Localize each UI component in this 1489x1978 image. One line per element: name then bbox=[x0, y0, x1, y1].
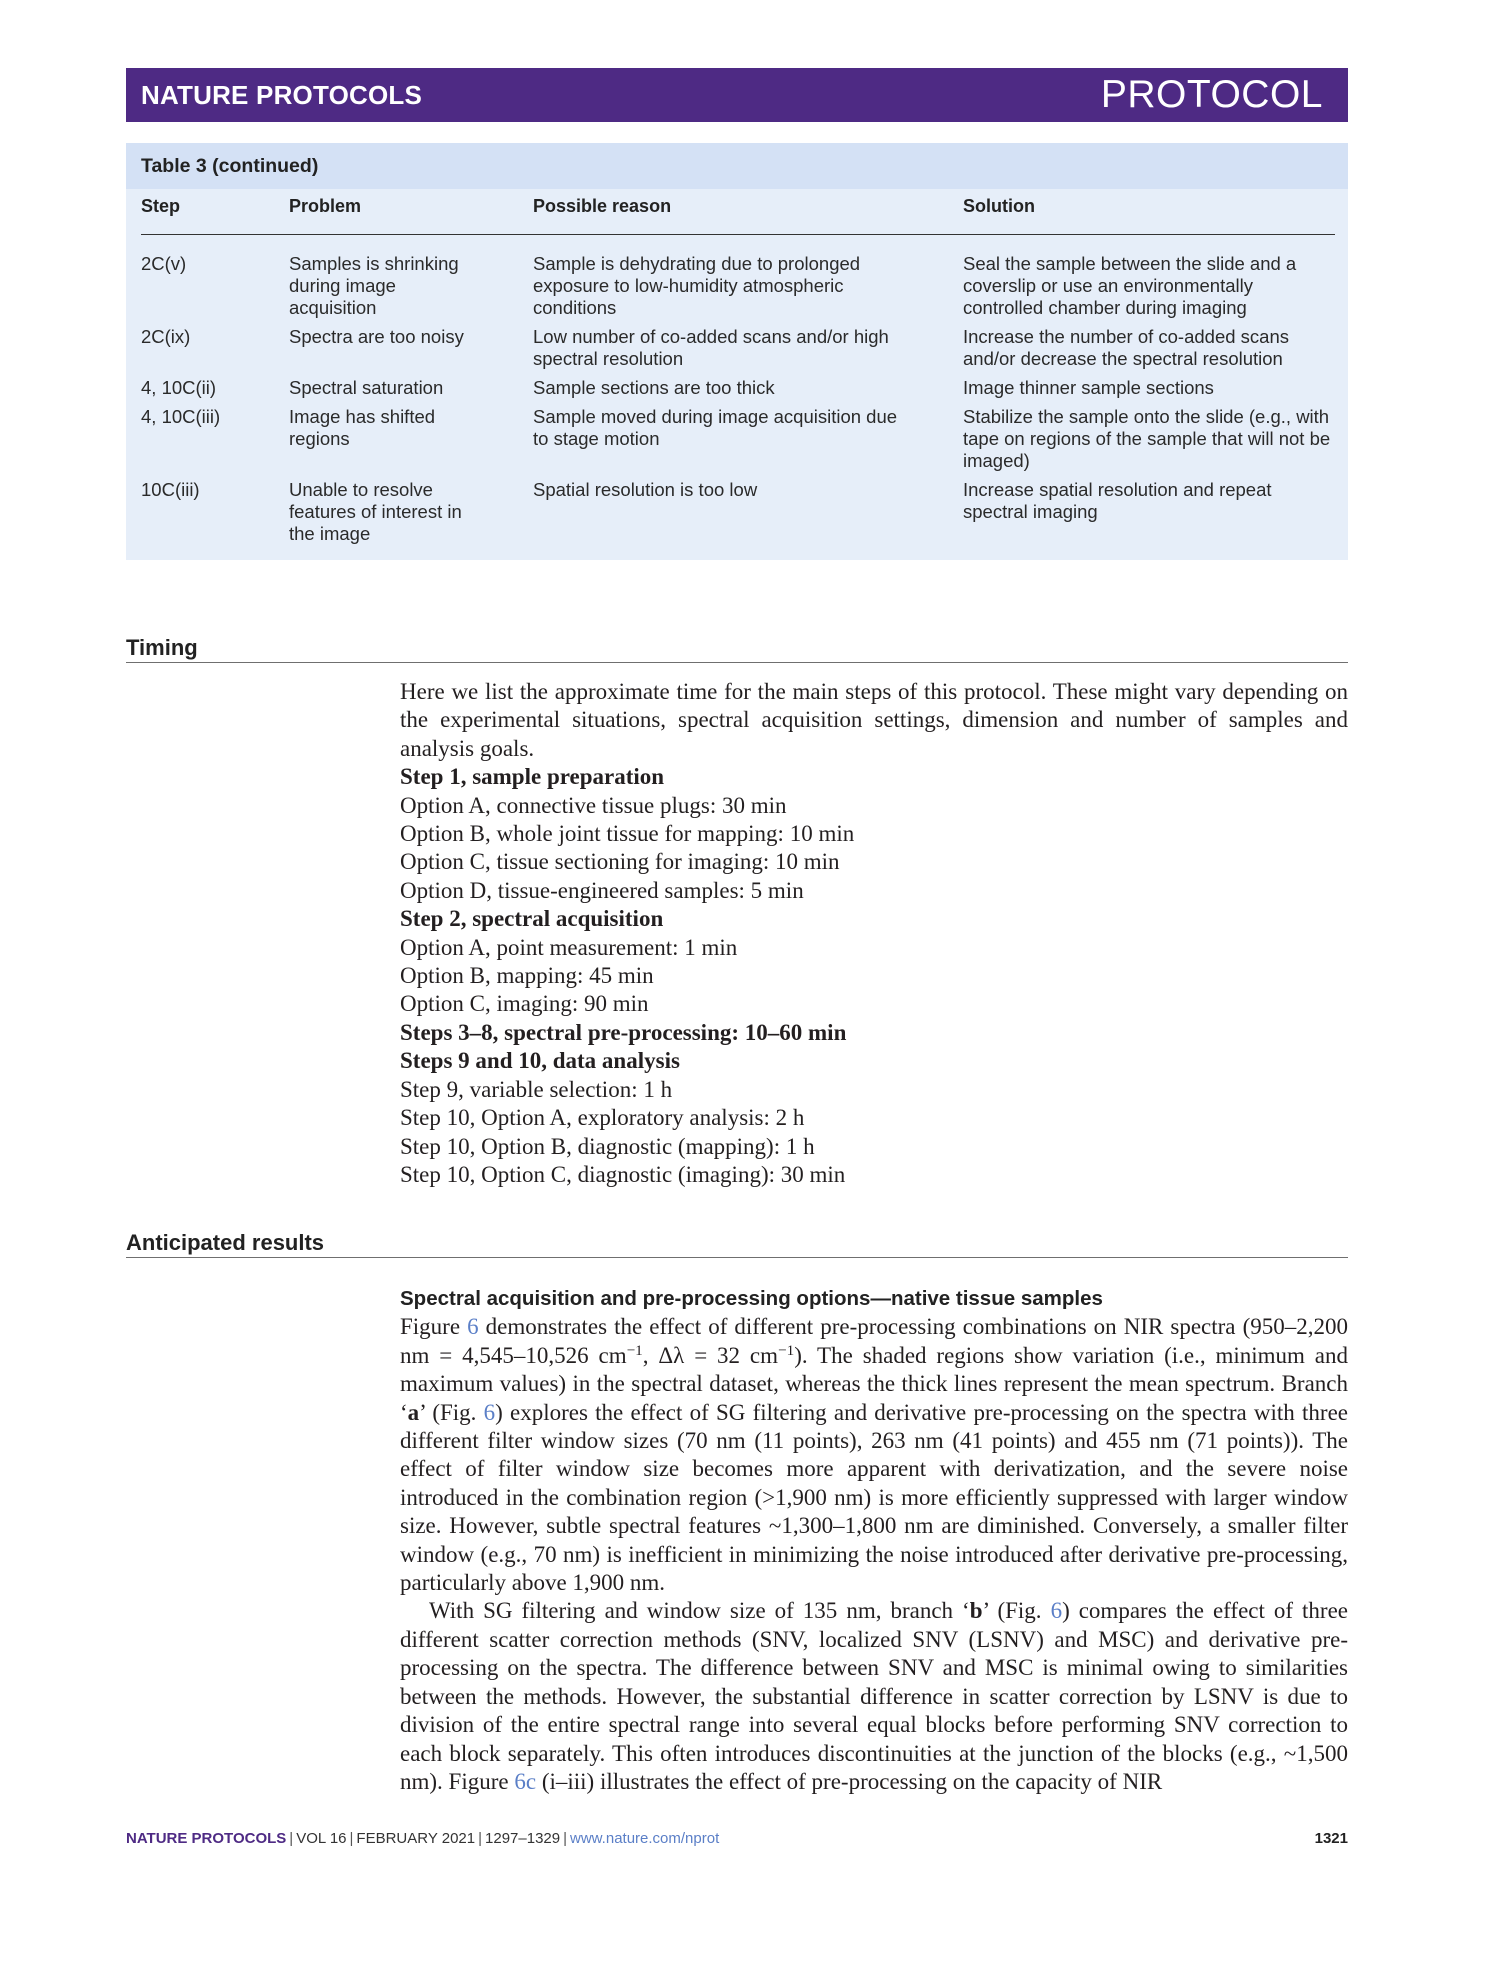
timing-option: Option A, point measurement: 1 min bbox=[400, 934, 738, 960]
text-run: , Δλ = 32 cm bbox=[642, 1342, 779, 1368]
text-run: ’ (Fig. bbox=[982, 1598, 1051, 1624]
page-number: 1321 bbox=[1314, 1830, 1348, 1847]
table-body bbox=[126, 235, 1348, 552]
cell-solution: Increase spatial resolution and repeat spectral imaging bbox=[963, 479, 1272, 522]
timing-option: Option C, imaging: 90 min bbox=[400, 991, 649, 1017]
column-header-step: Step bbox=[141, 196, 181, 216]
text-run: (i–iii) illustrates the effect of pre-processing on the capacity of NIR bbox=[536, 1768, 1163, 1794]
timing-option: Step 9, variable selection: 1 h bbox=[400, 1076, 673, 1102]
timing-option: Option B, mapping: 45 min bbox=[400, 963, 654, 989]
footer-volume: VOL 16 bbox=[296, 1830, 347, 1847]
section-heading-timing: Timing bbox=[126, 635, 198, 660]
footer-separator: | bbox=[349, 1830, 354, 1847]
timing-step-title: Step 1, sample preparation bbox=[400, 764, 665, 790]
branch-label: a bbox=[407, 1399, 420, 1425]
page-footer bbox=[126, 1829, 1348, 1849]
figure-link[interactable]: 6 bbox=[1050, 1598, 1063, 1624]
superscript: −1 bbox=[778, 1342, 795, 1360]
timing-intro: Here we list the approximate time for the main steps of this protocol. These might vary depending on the experimental situations, spectral acquisition settings, dimension and number of samples and analysis goals. bbox=[400, 679, 1348, 761]
footer-separator: | bbox=[563, 1830, 568, 1847]
text-run: demonstrates the effect of different pre-processing combinations on NIR spectra (950–2,200 nm = 4,545–10,526 cm bbox=[400, 1314, 1348, 1368]
text-run: With SG filtering and window size of 135 nm, branch ‘ bbox=[429, 1598, 970, 1624]
footer-pages: 1297–1329 bbox=[485, 1830, 561, 1847]
results-body bbox=[400, 1285, 1348, 1796]
cell-possible-reason: Spatial resolution is too low bbox=[533, 479, 758, 500]
cell-problem: Spectral saturation bbox=[289, 377, 444, 398]
cell-step: 4, 10C(iii) bbox=[141, 406, 221, 427]
column-header-problem: Problem bbox=[289, 196, 362, 216]
timing-step-group bbox=[400, 1019, 1348, 1047]
table-title: Table 3 (continued) bbox=[126, 143, 1348, 189]
table-row bbox=[141, 326, 1348, 377]
timing-option: Option B, whole joint tissue for mapping: 10 min bbox=[400, 821, 855, 847]
timing-option: Step 10, Option A, exploratory analysis: 2 h bbox=[400, 1105, 805, 1131]
results-paragraph bbox=[400, 1597, 1348, 1796]
table-row bbox=[141, 406, 1348, 479]
superscript: −1 bbox=[626, 1342, 643, 1360]
journal-name: NATURE PROTOCOLS bbox=[141, 80, 423, 110]
timing-option: Step 10, Option C, diagnostic (imaging): 30 min bbox=[400, 1161, 846, 1187]
results-subheading: Spectral acquisition and pre-processing options—native tissue samples bbox=[400, 1287, 1103, 1310]
cell-solution: Stabilize the sample onto the slide (e.g., with tape on regions of the sample that will not be imaged) bbox=[963, 406, 1331, 471]
table-row bbox=[141, 377, 1348, 406]
cell-possible-reason: Sample sections are too thick bbox=[533, 377, 775, 398]
cell-possible-reason: Sample moved during image acquisition due to stage motion bbox=[533, 406, 898, 449]
text-run: Figure bbox=[400, 1314, 468, 1340]
figure-link[interactable]: 6 bbox=[483, 1399, 496, 1425]
timing-option: Option A, connective tissue plugs: 30 min bbox=[400, 792, 787, 818]
footer-date: FEBRUARY 2021 bbox=[356, 1830, 476, 1847]
branch-label: b bbox=[969, 1598, 983, 1624]
column-header-solution: Solution bbox=[963, 196, 1035, 216]
section-heading-anticipated-results: Anticipated results bbox=[126, 1230, 325, 1255]
troubleshooting-table bbox=[126, 143, 1348, 560]
footer-url-link[interactable]: www.nature.com/nprot bbox=[570, 1830, 720, 1847]
table-row bbox=[141, 479, 1348, 552]
results-paragraph bbox=[400, 1313, 1348, 1597]
cell-problem: Image has shifted regions bbox=[289, 406, 436, 449]
cell-solution: Image thinner sample sections bbox=[963, 377, 1214, 398]
figure-link[interactable]: 6 bbox=[467, 1314, 479, 1340]
timing-option: Option C, tissue sectioning for imaging: 10 min bbox=[400, 849, 840, 875]
cell-possible-reason: Sample is dehydrating due to prolonged exposure to low-humidity atmospheric conditions bbox=[533, 253, 861, 318]
journal-header-bar bbox=[126, 68, 1348, 122]
timing-step-group bbox=[400, 905, 1348, 1019]
footer-journal-name: NATURE PROTOCOLS bbox=[126, 1830, 287, 1847]
cell-step: 2C(ix) bbox=[141, 326, 191, 347]
footer-separator: | bbox=[289, 1830, 294, 1847]
article-type-label: PROTOCOL bbox=[1100, 73, 1323, 116]
timing-step-title: Steps 9 and 10, data analysis bbox=[400, 1048, 680, 1074]
timing-step-group bbox=[400, 1047, 1348, 1189]
text-run: ) explores the effect of SG filtering and derivative pre-processing on the spectra with three different filter window sizes (70 nm (11 points), 263 nm (41 points) and 455 nm (71 points)). The effect of filter window size becomes more apparent with derivatization, and the severe noise introduced in the combination region (>1,900 nm) is more efficiently suppressed with larger window size. However, subtle spectral features ~1,300–1,800 nm are diminished. Conversely, a smaller filter window (e.g., 70 nm) is inefficient in minimizing the noise introduced after derivative pre-processing, particularly above 1,900 nm. bbox=[400, 1399, 1348, 1596]
table-row bbox=[141, 253, 1348, 326]
cell-problem: Spectra are too noisy bbox=[289, 326, 464, 347]
cell-problem: Samples is shrinking during image acquisition bbox=[289, 253, 459, 318]
cell-solution: Seal the sample between the slide and a coverslip or use an environmentally controlled chamber during imaging bbox=[963, 253, 1297, 318]
text-run: ) compares the effect of three different scatter correction methods (SNV, localized SNV (LSNV) and MSC) and derivative pre-processing on the spectra. The difference between SNV and MSC is minimal owing to similarities between the methods. However, the substantial difference in scatter correction by LSNV is due to division of the entire spectral range into several equal blocks before performing SNV correction to each block separately. This often introduces discontinuities at the junction of the blocks (e.g., ~1,500 nm). Figure bbox=[400, 1598, 1349, 1794]
cell-possible-reason: Low number of co-added scans and/or high spectral resolution bbox=[533, 326, 889, 369]
cell-solution: Increase the number of co-added scans and/or decrease the spectral resolution bbox=[963, 326, 1289, 369]
cell-step: 4, 10C(ii) bbox=[141, 377, 217, 398]
footer-separator: | bbox=[478, 1830, 483, 1847]
timing-body bbox=[400, 678, 1348, 1189]
column-header-possible-reason: Possible reason bbox=[533, 196, 672, 216]
cell-problem: Unable to resolve features of interest in the image bbox=[289, 479, 462, 544]
timing-option: Step 10, Option B, diagnostic (mapping): 1 h bbox=[400, 1133, 815, 1159]
text-run: ’ (Fig. bbox=[419, 1399, 484, 1425]
timing-step-title: Steps 3–8, spectral pre-processing: 10–60 min bbox=[400, 1019, 847, 1045]
text-run: ). The shaded regions show variation (i.e., minimum and maximum values) in the spectral dataset, whereas the thick lines represent the mean spectrum. Branch ‘ bbox=[400, 1342, 1348, 1425]
section-divider bbox=[126, 1257, 1348, 1258]
table-header-row bbox=[141, 189, 1335, 235]
cell-step: 2C(v) bbox=[141, 253, 187, 274]
section-divider bbox=[126, 662, 1348, 663]
timing-step-title: Step 2, spectral acquisition bbox=[400, 906, 664, 932]
cell-step: 10C(iii) bbox=[141, 479, 200, 500]
timing-step-group bbox=[400, 763, 1348, 905]
timing-option: Option D, tissue-engineered samples: 5 min bbox=[400, 877, 804, 903]
figure-link[interactable]: 6c bbox=[514, 1768, 537, 1794]
